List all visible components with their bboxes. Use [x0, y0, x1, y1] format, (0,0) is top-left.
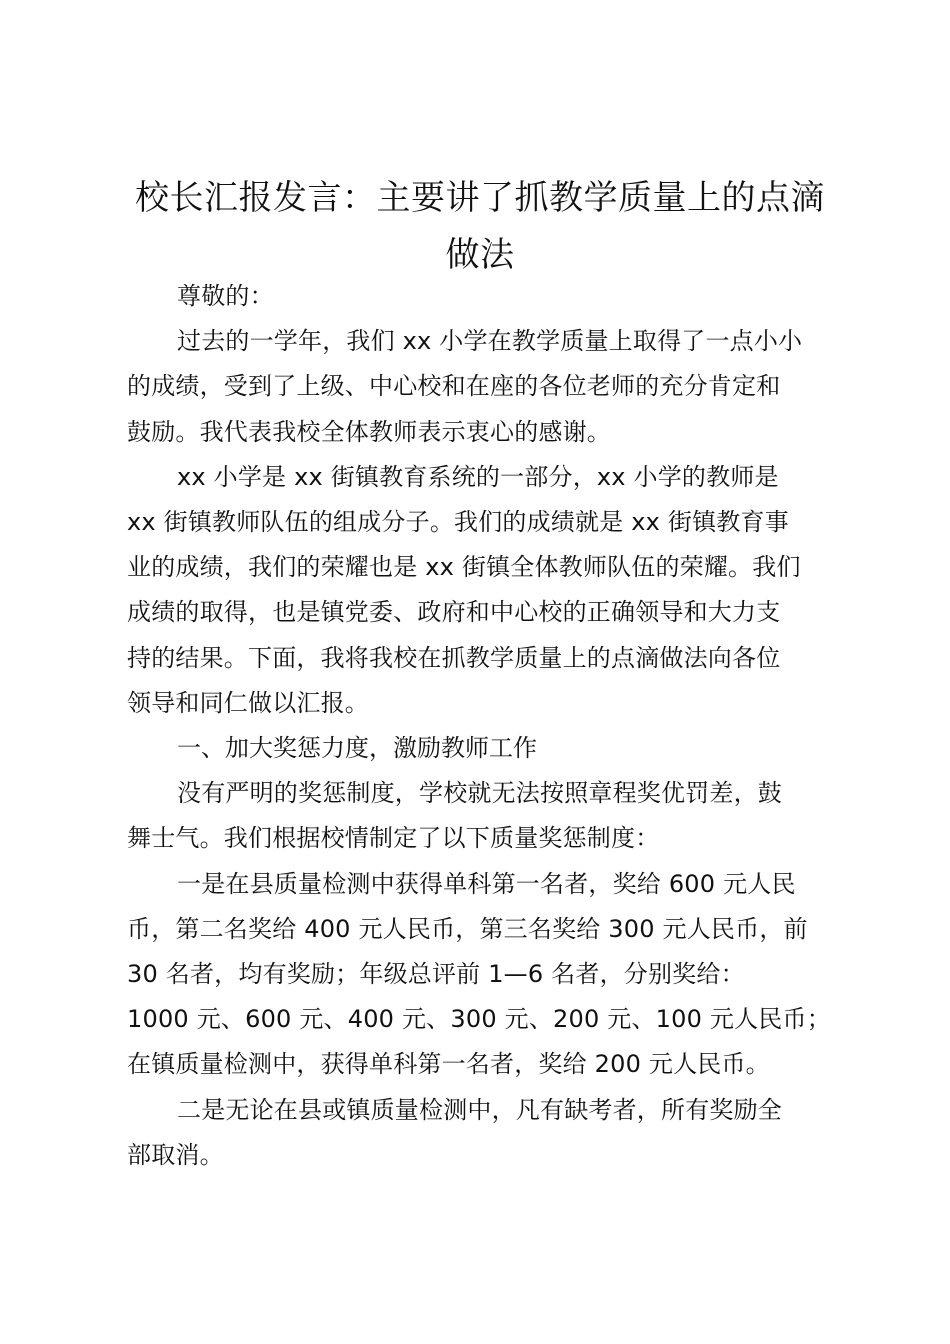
text-line: 在镇质量检测中，获得单科第一名者，奖给 200 元人民币。 [127, 1050, 770, 1079]
document-title [110, 170, 850, 284]
text-line: 过去的一学年，我们 xx 小学在教学质量上取得了一点小小 [177, 327, 803, 356]
context-paragraph [127, 455, 839, 726]
salutation-paragraph [127, 274, 839, 319]
text-line: 部取消。 [127, 1140, 224, 1169]
text-line: 持的结果。下面，我将我校在抓教学质量上的点滴做法向各位 [127, 643, 781, 672]
section-heading [127, 726, 839, 771]
penalty-rule-paragraph [127, 1088, 839, 1178]
text-line: 一是在县质量检测中获得单科第一名者，奖给 600 元人民 [177, 869, 796, 898]
text-line: 币，第二名奖给 400 元人民币，第三名奖给 300 元人民币，前 [127, 914, 808, 943]
title-line-2: 做法 [445, 235, 515, 275]
text-line: 30 名者，均有奖励；年级总评前 1—6 名者，分别奖给： [127, 960, 745, 989]
text-line: 成绩的取得，也是镇党委、政府和中心校的正确领导和大力支 [127, 598, 781, 627]
document-body [127, 274, 839, 1178]
text-line: 领导和同仁做以汇报。 [127, 688, 369, 717]
reward-rule-paragraph [127, 862, 839, 1088]
text-line: 一、加大奖惩力度，激励教师工作 [177, 734, 537, 763]
text-line: 1000 元、600 元、400 元、300 元、200 元、100 元人民币； [127, 1005, 831, 1034]
text-line: xx 街镇教师队伍的组成分子。我们的成绩就是 xx 街镇教育事 [127, 508, 789, 537]
text-line: 尊敬的： [177, 282, 274, 310]
text-line: 舞士气。我们根据校情制定了以下质量奖惩制度： [127, 824, 660, 853]
text-line: 二是无论在县或镇质量检测中，凡有缺考者，所有奖励全 [177, 1095, 782, 1124]
text-line: xx 小学是 xx 街镇教育系统的一部分，xx 小学的教师是 [177, 462, 779, 491]
text-line: 鼓励。我代表我校全体教师表示衷心的感谢。 [127, 417, 611, 446]
text-line: 没有严明的奖惩制度，学校就无法按照章程奖优罚差，鼓 [177, 779, 782, 808]
section-paragraph [127, 771, 839, 861]
intro-paragraph [127, 319, 839, 455]
text-line: 业的成绩，我们的荣耀也是 xx 街镇全体教师队伍的荣耀。我们 [127, 553, 801, 582]
title-line-1: 校长汇报发言：主要讲了抓教学质量上的点滴 [135, 178, 825, 218]
text-line: 的成绩，受到了上级、中心校和在座的各位老师的充分肯定和 [127, 372, 781, 401]
